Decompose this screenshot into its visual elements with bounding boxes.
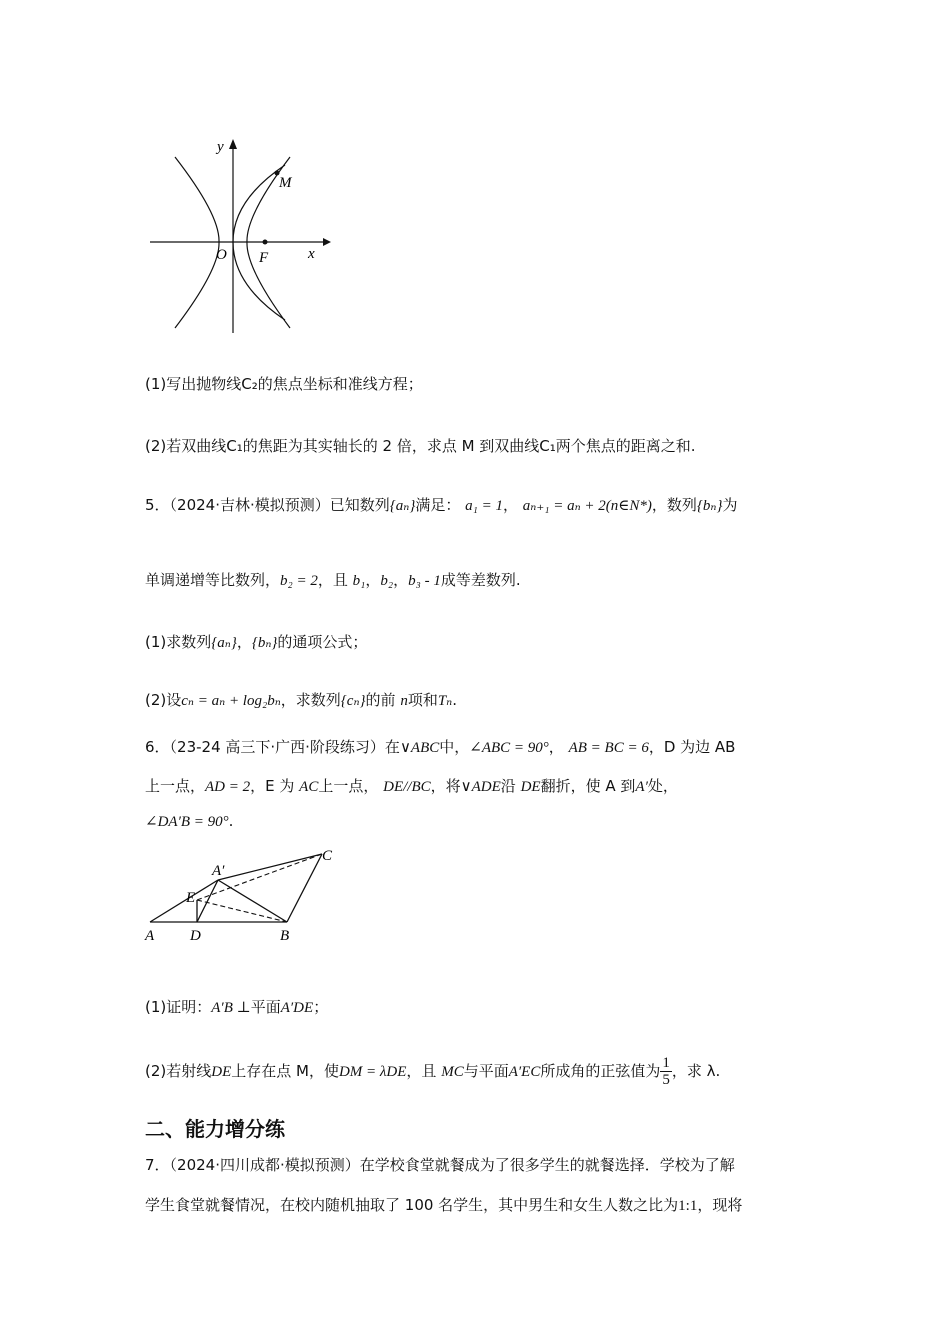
- vertex-b-label: B: [280, 928, 290, 944]
- vertex-a-label: A: [145, 928, 155, 944]
- p4-question-2: (2)若双曲线C₁的焦距为其实轴长的 2 倍，求点 M 到双曲线C₁两个焦点的距离之和.: [145, 437, 696, 455]
- p6-question-2: (2)若射线DE上存在点 M，使DM = λDE，且 MC与平面A′EC所成角的正弦值为 $\frac{1}{5}$ ，求 λ.: [145, 1055, 721, 1088]
- p5-line-2: 单调递增等比数列，b₂ = 2，且 b₁，b₂，b₃ - 1成等差数列.: [145, 571, 521, 589]
- hyperbola-figure: [145, 135, 335, 340]
- y-axis-label: y: [217, 139, 224, 155]
- vertex-e-label: E: [186, 890, 196, 906]
- vertex-c-label: C: [322, 848, 333, 864]
- p6-line-1: 6．（23-24 高三下·广西·阶段练习）在∨ABC中，∠ABC = 90°， AB = BC = 6，D 为边 AB: [145, 738, 736, 756]
- m-label: M: [279, 175, 292, 191]
- p6-line-3: ∠DA′B = 90°.: [145, 812, 234, 830]
- origin-label: O: [216, 247, 227, 263]
- p4-question-1: (1)写出抛物线C₂的焦点坐标和准线方程；: [145, 375, 423, 393]
- vertex-a-prime-label: A′: [212, 863, 225, 879]
- fraction-one-fifth: $\frac{1}{5}$: [662, 1055, 670, 1088]
- p7-line-2: 学生食堂就餐情况，在校内随机抽取了 100 名学生，其中男生和女生人数之比为1:1，现将: [145, 1196, 743, 1214]
- focus-label: F: [259, 250, 269, 266]
- p7-line-1: 7．（2024·四川成都·模拟预测）在学校食堂就餐成为了很多学生的就餐选择．学校为了解: [145, 1156, 735, 1174]
- p5-question-1: (1)求数列{aₙ}，{bₙ}的通项公式；: [145, 633, 368, 651]
- point-f: [263, 240, 268, 245]
- p6-line-2: 上一点，AD = 2，E 为 AC上一点， DE//BC，将∨ADE沿 DE翻折，使 A 到A′处，: [145, 777, 678, 795]
- p6-question-1: (1)证明：A′B ⊥平面A′DE；: [145, 998, 329, 1016]
- p5-question-2: (2)设cₙ = aₙ + log₂bₙ，求数列{cₙ}的前 n项和Tₙ.: [145, 691, 458, 709]
- section-heading: 二、能力增分练: [145, 1117, 285, 1141]
- folded-triangle-figure: [142, 842, 342, 947]
- p5-line-1: 5．（2024·吉林·模拟预测）已知数列{aₙ}满足： a₁ = 1， aₙ₊₁ = aₙ + 2(n∈N*)，数列{bₙ}为: [145, 496, 738, 514]
- x-axis-label: x: [308, 246, 315, 262]
- vertex-d-label: D: [190, 928, 201, 944]
